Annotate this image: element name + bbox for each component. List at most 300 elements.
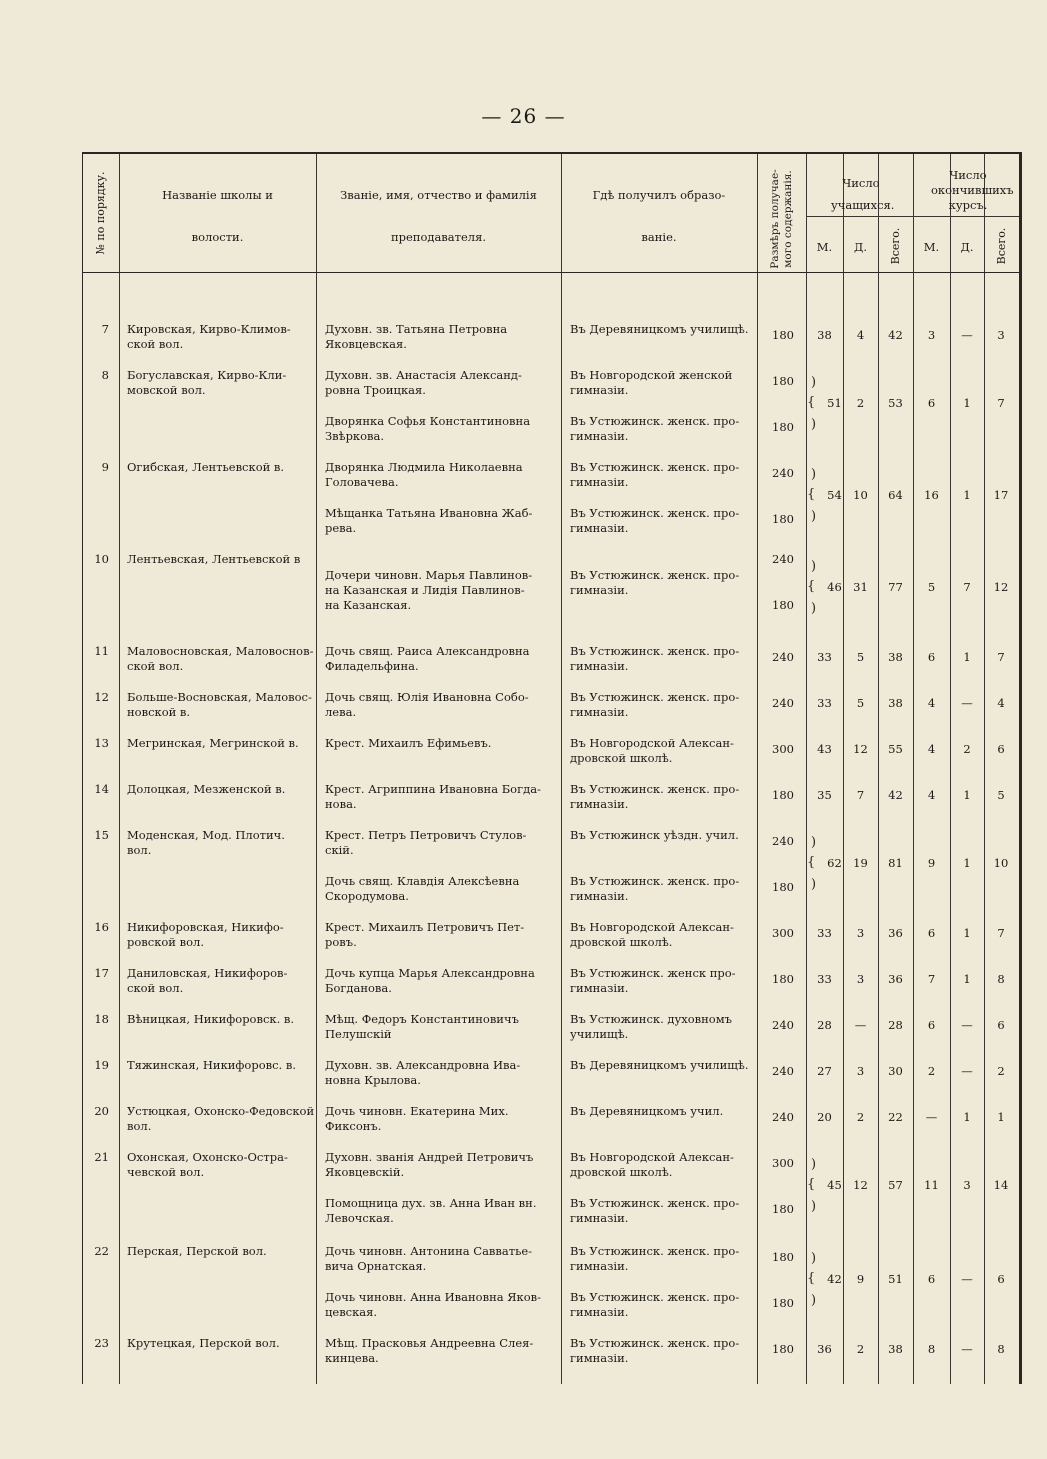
header-no: № по порядку. xyxy=(94,171,107,255)
education-line: Въ Устюжинск. женск. про- xyxy=(570,782,740,796)
education-line: дровской школѣ. xyxy=(570,751,673,765)
students-total: 30 xyxy=(888,1064,903,1078)
teacher-name xyxy=(325,920,557,950)
education-line: Въ Устюжинск. женск. про- xyxy=(570,568,740,582)
header-finished-m: М. xyxy=(923,240,940,254)
education-line: Въ Устюжинск. духовномъ xyxy=(570,1012,732,1026)
education-place xyxy=(570,782,756,812)
students-total: 51 xyxy=(888,1272,903,1286)
students-boys: 33 xyxy=(817,972,832,986)
teacher-name-line: скій. xyxy=(325,843,354,857)
school-name-line: Никифоровская, Никифо- xyxy=(127,920,284,934)
students-girls: 10 xyxy=(853,488,868,502)
salary-value: 300 xyxy=(772,1156,794,1170)
education-line: гимназіи. xyxy=(570,1259,629,1273)
header-students: Число учащихся. xyxy=(831,176,895,212)
school-name-line: Охонская, Охонско-Остра- xyxy=(127,1150,288,1164)
teacher-name-line: кинцева. xyxy=(325,1351,379,1365)
teacher-name xyxy=(325,966,557,996)
finished-total: 14 xyxy=(993,1178,1009,1192)
students-boys: 33 xyxy=(817,926,832,940)
row-number: 15 xyxy=(94,828,109,842)
header-school-line1: Названіе школы и xyxy=(162,188,273,202)
header-students-d: Д. xyxy=(853,240,867,254)
education-line: Въ Устюжинск. женск. про- xyxy=(570,874,740,888)
teacher-name xyxy=(325,1104,557,1134)
students-girls: — xyxy=(854,1018,867,1032)
row-number: 11 xyxy=(94,644,109,658)
education-place xyxy=(570,506,756,536)
finished-total: 7 xyxy=(997,650,1005,664)
header-finished: Число окончившихъ курсъ. xyxy=(931,168,1014,212)
school-name xyxy=(127,322,315,352)
finished-girls: 1 xyxy=(963,396,971,410)
brace-mark: { xyxy=(807,855,816,870)
students-girls: 5 xyxy=(856,696,865,710)
finished-boys: 11 xyxy=(924,1178,939,1192)
teacher-name-line: Дочь свящ. Клавдія Алексѣевна xyxy=(325,874,520,888)
teacher-name xyxy=(325,1012,557,1042)
finished-girls: — xyxy=(961,1272,973,1286)
education-line: Въ Деревяницкомъ учил. xyxy=(570,1104,724,1118)
brace-mark: ) xyxy=(811,509,817,524)
brace-mark: { xyxy=(807,1271,816,1286)
school-name-line: Даниловская, Никифоров- xyxy=(127,966,288,980)
finished-girls: — xyxy=(961,696,973,710)
teacher-name-line: Дочь чиновн. Антонина Савватье- xyxy=(325,1244,533,1258)
students-boys: 28 xyxy=(817,1018,832,1032)
students-boys: 43 xyxy=(817,742,832,756)
teacher-name-line: Духовн. званія Андрей Петровичъ xyxy=(325,1150,534,1164)
school-name-line: ской вол. xyxy=(127,659,184,673)
salary-value: 180 xyxy=(772,1296,794,1310)
school-name xyxy=(127,1150,315,1180)
education-place xyxy=(570,460,756,490)
finished-girls: — xyxy=(961,1064,973,1078)
page-number: — 26 — xyxy=(481,104,566,128)
education-place xyxy=(570,1336,756,1366)
finished-boys: 2 xyxy=(927,1064,936,1078)
brace-mark: ) xyxy=(811,1199,817,1214)
school-name-line: Лентьевская, Лентьевской в xyxy=(127,552,301,566)
students-boys: 45 xyxy=(827,1178,842,1192)
finished-total: 5 xyxy=(997,788,1005,802)
finished-total: 6 xyxy=(997,742,1005,756)
education-line: Въ Устюжинск. женск. про- xyxy=(570,1196,740,1210)
students-boys: 54 xyxy=(827,488,842,502)
students-boys: 46 xyxy=(827,580,842,594)
education-place xyxy=(570,368,756,398)
education-line: гимназіи. xyxy=(570,659,629,673)
finished-girls: — xyxy=(961,1018,973,1032)
teacher-name-line: Дочери чиновн. Марья Павлинов- xyxy=(325,568,533,582)
teacher-name-line: Звѣркова. xyxy=(325,429,385,443)
education-line: гимназіи. xyxy=(570,981,629,995)
teacher-name-line: Духовн. зв. Анастасія Александ- xyxy=(325,368,522,382)
students-total: 28 xyxy=(888,1018,903,1032)
education-line: гимназіи. xyxy=(570,583,629,597)
finished-boys: 4 xyxy=(927,696,936,710)
school-name-line: Огибская, Лентьевской в. xyxy=(127,460,285,474)
finished-girls: 1 xyxy=(963,650,971,664)
teacher-name-line: на Казанская и Лидія Павлинов- xyxy=(325,583,525,597)
education-place xyxy=(570,1012,756,1042)
education-place xyxy=(570,690,756,720)
teacher-name-line: на Казанская. xyxy=(325,598,412,612)
students-girls: 4 xyxy=(856,328,865,342)
school-name-line: Кировская, Кирво-Климов- xyxy=(127,322,291,336)
school-name-line: ской вол. xyxy=(127,981,184,995)
students-girls: 3 xyxy=(856,972,865,986)
teacher-name-line: Мѣщ. Федоръ Константиновичъ xyxy=(325,1012,519,1026)
teacher-name xyxy=(325,1244,557,1274)
school-name xyxy=(127,644,315,674)
education-line: Въ Устюжинск. женск. про- xyxy=(570,506,740,520)
header-school-line2: волости. xyxy=(191,230,244,244)
teacher-name-line: Дочь свящ. Юлія Ивановна Собо- xyxy=(325,690,529,704)
teacher-name xyxy=(325,1290,557,1320)
students-total: 42 xyxy=(888,328,903,342)
students-boys: 27 xyxy=(817,1064,832,1078)
teacher-name xyxy=(325,414,557,444)
education-place xyxy=(570,322,756,337)
teacher-name xyxy=(325,690,557,720)
education-line: гимназіи. xyxy=(570,1305,629,1319)
salary-value: 180 xyxy=(772,420,794,434)
salary-value: 180 xyxy=(772,972,794,986)
teacher-name xyxy=(325,460,557,490)
teacher-name xyxy=(325,368,557,398)
students-girls: 19 xyxy=(853,856,868,870)
school-name-line: Крутецкая, Перской вол. xyxy=(127,1336,280,1350)
brace-mark: ) xyxy=(811,467,817,482)
finished-boys: 5 xyxy=(927,580,936,594)
education-place xyxy=(570,568,756,598)
education-line: гимназіи. xyxy=(570,383,629,397)
row-number: 23 xyxy=(94,1336,109,1350)
brace-mark: { xyxy=(807,1177,816,1192)
students-boys: 33 xyxy=(817,650,832,664)
school-name xyxy=(127,828,315,858)
education-line: Въ Новгородской женской xyxy=(570,368,733,382)
salary-value: 180 xyxy=(772,1250,794,1264)
brace-mark: ) xyxy=(811,375,817,390)
teacher-name-line: Крест. Агриппина Ивановна Богда- xyxy=(325,782,541,796)
school-name xyxy=(127,920,315,950)
education-line: гимназіи. xyxy=(570,521,629,535)
salary-value: 240 xyxy=(772,834,794,848)
education-line: дровской школѣ. xyxy=(570,935,673,949)
school-name-line: новской в. xyxy=(127,705,191,719)
header-teacher-line1: Званіе, имя, отчество и фамилія xyxy=(340,188,537,202)
finished-total: 4 xyxy=(997,696,1005,710)
education-line: дровской школѣ. xyxy=(570,1165,673,1179)
students-total: 55 xyxy=(888,742,903,756)
finished-girls: 1 xyxy=(963,856,971,870)
teacher-name xyxy=(325,828,557,858)
header-students-total: Всего. xyxy=(889,227,902,265)
school-name xyxy=(127,460,315,475)
school-name-line: чевской вол. xyxy=(127,1165,205,1179)
education-line: училищѣ. xyxy=(570,1027,629,1041)
students-girls: 2 xyxy=(856,1342,865,1356)
brace-mark: ) xyxy=(811,559,817,574)
students-boys: 42 xyxy=(827,1272,842,1286)
school-name-line: ской вол. xyxy=(127,337,184,351)
header-finished-total: Всего. xyxy=(995,227,1008,265)
teacher-name-line: Дочь свящ. Раиса Александровна xyxy=(325,644,530,658)
students-total: 36 xyxy=(888,926,903,940)
finished-boys: 6 xyxy=(927,650,936,664)
students-total: 42 xyxy=(888,788,903,802)
salary-value: 240 xyxy=(772,650,794,664)
students-girls: 3 xyxy=(856,926,865,940)
education-line: Въ Устюжинск. женск. про- xyxy=(570,1336,740,1350)
education-place xyxy=(570,736,756,766)
school-name xyxy=(127,736,315,751)
finished-total: 8 xyxy=(997,972,1005,986)
students-girls: 7 xyxy=(856,788,865,802)
row-number: 19 xyxy=(94,1058,109,1072)
salary-value: 240 xyxy=(772,466,794,480)
finished-total: 3 xyxy=(997,328,1005,342)
teacher-name-line: Дворянка Людмила Николаевна xyxy=(325,460,523,474)
finished-boys: 6 xyxy=(927,926,936,940)
salary-value: 180 xyxy=(772,598,794,612)
finished-girls: 3 xyxy=(963,1178,971,1192)
brace-mark: ) xyxy=(811,835,817,850)
finished-boys: 9 xyxy=(927,856,936,870)
teacher-name xyxy=(325,874,557,904)
education-line: Въ Устюжинск. женск. про- xyxy=(570,644,740,658)
education-line: Въ Устюжинск. женск. про- xyxy=(570,1290,740,1304)
students-girls: 31 xyxy=(853,580,868,594)
row-number: 21 xyxy=(94,1150,109,1164)
teacher-name xyxy=(325,1058,557,1088)
teacher-name-line: ровъ. xyxy=(325,935,357,949)
school-name xyxy=(127,1244,315,1259)
teacher-name-line: Духовн. зв. Александровна Ива- xyxy=(325,1058,521,1072)
finished-girls: — xyxy=(961,328,973,342)
students-total: 64 xyxy=(888,488,903,502)
salary-value: 180 xyxy=(772,788,794,802)
school-name-line: Мегринская, Мегринской в. xyxy=(127,736,299,750)
education-line: Въ Новгородской Алексан- xyxy=(570,920,734,934)
students-total: 81 xyxy=(888,856,903,870)
finished-total: 6 xyxy=(997,1272,1005,1286)
row-number: 13 xyxy=(94,736,109,750)
students-total: 53 xyxy=(888,396,903,410)
teacher-name-line: Яковцевская. xyxy=(325,337,407,351)
brace-mark: ) xyxy=(811,417,817,432)
education-line: Въ Устюжинск. женск. про- xyxy=(570,414,740,428)
school-name-line: мовской вол. xyxy=(127,383,206,397)
finished-total: 12 xyxy=(993,580,1009,594)
salary-value: 240 xyxy=(772,1064,794,1078)
teacher-name-line: Мѣщ. Прасковья Андреевна Слея- xyxy=(325,1336,534,1350)
teacher-name-line: Скородумова. xyxy=(325,889,409,903)
row-number: 17 xyxy=(94,966,109,980)
school-table xyxy=(82,152,1022,1384)
teacher-name-line: лева. xyxy=(325,705,357,719)
education-place xyxy=(570,1150,756,1180)
header-edu-line1: Гдѣ получилъ образо- xyxy=(592,188,726,202)
education-place xyxy=(570,644,756,674)
education-place xyxy=(570,1058,756,1073)
students-girls: 12 xyxy=(853,742,868,756)
finished-boys: 16 xyxy=(924,488,939,502)
school-name-line: Богуславская, Кирво-Кли- xyxy=(127,368,287,382)
students-girls: 2 xyxy=(856,1110,865,1124)
header-salary: Размѣръ получае-мого содержанія. xyxy=(769,169,794,269)
education-line: гимназіи. xyxy=(570,429,629,443)
salary-value: 300 xyxy=(772,742,794,756)
teacher-name-line: Филадельфина. xyxy=(325,659,419,673)
finished-total: 17 xyxy=(993,488,1009,502)
teacher-name xyxy=(325,568,557,613)
finished-total: 1 xyxy=(997,1110,1005,1124)
school-name xyxy=(127,1336,315,1351)
teacher-name xyxy=(325,506,557,536)
finished-girls: 1 xyxy=(963,488,971,502)
brace-mark: { xyxy=(807,395,816,410)
salary-value: 300 xyxy=(772,926,794,940)
students-boys: 62 xyxy=(827,856,842,870)
row-number: 12 xyxy=(94,690,109,704)
education-line: гимназіи. xyxy=(570,1211,629,1225)
teacher-name-line: Духовн. зв. Татьяна Петровна xyxy=(325,322,508,336)
education-line: Въ Деревяницкомъ училищѣ. xyxy=(570,1058,749,1072)
finished-total: 2 xyxy=(997,1064,1005,1078)
students-total: 22 xyxy=(888,1110,903,1124)
finished-boys: 8 xyxy=(927,1342,936,1356)
education-place xyxy=(570,1196,756,1226)
school-name-line: Устюцкая, Охонско-Федовской xyxy=(127,1104,315,1118)
salary-value: 240 xyxy=(772,1110,794,1124)
students-girls: 12 xyxy=(853,1178,868,1192)
teacher-name-line: Богданова. xyxy=(325,981,392,995)
finished-total: 6 xyxy=(997,1018,1005,1032)
finished-boys: 4 xyxy=(927,788,936,802)
students-boys: 36 xyxy=(817,1342,832,1356)
education-line: Въ Новгородской Алексан- xyxy=(570,736,734,750)
finished-total: 7 xyxy=(997,926,1005,940)
salary-value: 180 xyxy=(772,1202,794,1216)
brace-mark: { xyxy=(807,579,816,594)
teacher-name-line: ровна Троицкая. xyxy=(325,383,426,397)
brace-mark: ) xyxy=(811,877,817,892)
row-number: 18 xyxy=(94,1012,109,1026)
teacher-name-line: рева. xyxy=(325,521,357,535)
school-name-line: Маловосновская, Маловоснов- xyxy=(127,644,314,658)
finished-girls: 1 xyxy=(963,1110,971,1124)
teacher-name-line: Крест. Петръ Петровичъ Стулов- xyxy=(325,828,527,842)
education-place xyxy=(570,414,756,444)
finished-girls: 1 xyxy=(963,788,971,802)
education-line: гимназіи. xyxy=(570,797,629,811)
brace-mark: ) xyxy=(811,1251,817,1266)
salary-value: 240 xyxy=(772,552,794,566)
education-place xyxy=(570,1290,756,1320)
education-line: гимназіи. xyxy=(570,889,629,903)
teacher-name-line: Крест. Михаилъ Петровичъ Пет- xyxy=(325,920,525,934)
students-total: 38 xyxy=(888,696,903,710)
education-line: Въ Новгородской Алексан- xyxy=(570,1150,734,1164)
school-name-line: Вѣницкая, Никифоровск. в. xyxy=(127,1012,295,1026)
students-boys: 20 xyxy=(817,1110,832,1124)
students-total: 57 xyxy=(888,1178,903,1192)
teacher-name xyxy=(325,1196,557,1226)
teacher-name xyxy=(325,1150,557,1180)
school-name xyxy=(127,368,315,398)
education-line: Въ Устюжинск. женск про- xyxy=(570,966,736,980)
salary-value: 180 xyxy=(772,374,794,388)
finished-boys: — xyxy=(925,1110,938,1124)
school-name-line: Больше-Восновская, Маловос- xyxy=(127,690,312,704)
students-total: 36 xyxy=(888,972,903,986)
teacher-name-line: Дочь купца Марья Александровна xyxy=(325,966,535,980)
teacher-name-line: Головачева. xyxy=(325,475,399,489)
students-girls: 3 xyxy=(856,1064,865,1078)
school-name-line: Долоцкая, Мезженской в. xyxy=(127,782,286,796)
school-name xyxy=(127,966,315,996)
students-boys: 51 xyxy=(827,396,842,410)
education-place xyxy=(570,1244,756,1274)
header-teacher-line2: преподавателя. xyxy=(390,230,487,244)
education-line: гимназіи. xyxy=(570,475,629,489)
school-name-line: Перская, Перской вол. xyxy=(127,1244,267,1258)
students-girls: 2 xyxy=(856,396,865,410)
school-name xyxy=(127,1104,315,1134)
salary-value: 180 xyxy=(772,512,794,526)
education-line: гимназіи. xyxy=(570,1351,629,1365)
teacher-name-line: Помощница дух. зв. Анна Иван вн. xyxy=(325,1196,537,1210)
students-boys: 35 xyxy=(817,788,832,802)
students-total: 38 xyxy=(888,650,903,664)
teacher-name-line: Левочская. xyxy=(325,1211,394,1225)
brace-mark: ) xyxy=(811,1293,817,1308)
education-place xyxy=(570,1104,756,1119)
education-line: Въ Устюжинск уѣздн. учил. xyxy=(570,828,739,842)
teacher-name xyxy=(325,736,557,751)
school-name-line: Моденская, Мод. Плотич. xyxy=(127,828,285,842)
teacher-name-line: Крест. Михаилъ Ефимьевъ. xyxy=(325,736,492,750)
school-name-line: ровской вол. xyxy=(127,935,204,949)
school-name xyxy=(127,782,315,797)
teacher-name-line: новна Крылова. xyxy=(325,1073,421,1087)
header-finished-d: Д. xyxy=(960,240,974,254)
salary-value: 180 xyxy=(772,1342,794,1356)
row-number: 7 xyxy=(101,322,109,336)
teacher-name xyxy=(325,322,557,352)
education-place xyxy=(570,874,756,904)
header-edu-line2: ваніе. xyxy=(641,230,677,244)
students-total: 77 xyxy=(888,580,903,594)
finished-girls: 7 xyxy=(963,580,971,594)
row-number: 14 xyxy=(94,782,109,796)
row-number: 20 xyxy=(94,1104,109,1118)
teacher-name xyxy=(325,644,557,674)
education-line: Въ Устюжинск. женск. про- xyxy=(570,460,740,474)
finished-boys: 7 xyxy=(927,972,936,986)
students-boys: 38 xyxy=(817,328,832,342)
teacher-name-line: Пелушскій xyxy=(325,1027,392,1041)
teacher-name xyxy=(325,1336,557,1366)
education-place xyxy=(570,920,756,950)
education-line: Въ Устюжинск. женск. про- xyxy=(570,1244,740,1258)
finished-boys: 6 xyxy=(927,1272,936,1286)
salary-value: 240 xyxy=(772,696,794,710)
